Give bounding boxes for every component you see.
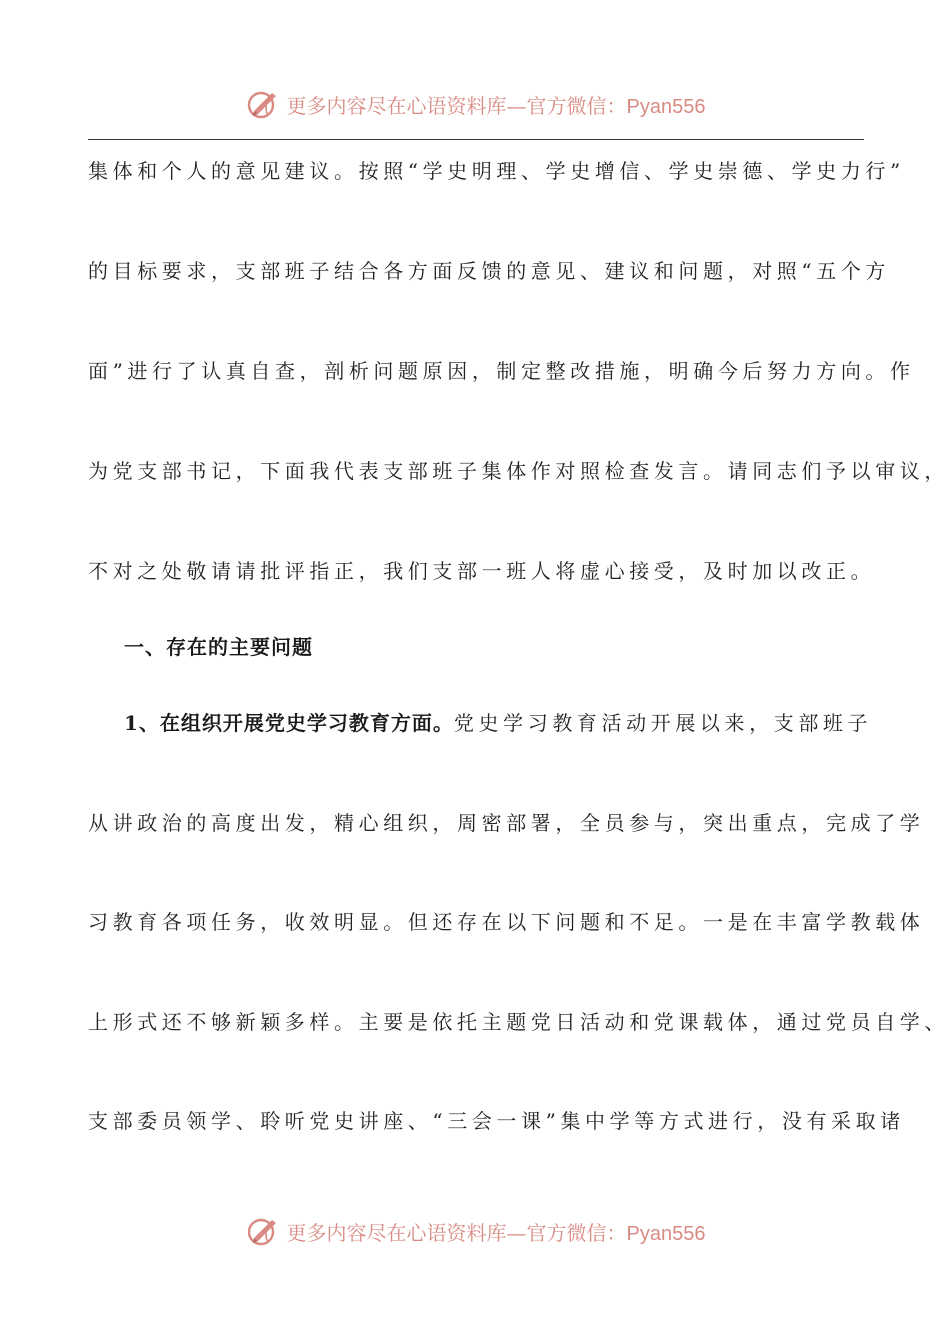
body-line-3: 面”进行了认真自查，剖析问题原因，制定整改措施，明确今后努力方向。作 <box>88 359 915 383</box>
header-divider <box>88 139 864 140</box>
body-line-2: 的目标要求，支部班子结合各方面反馈的意见、建议和问题，对照“五个方 <box>88 259 891 283</box>
item1-lead-text: 党史学习教育活动开展以来，支部班子 <box>453 711 873 735</box>
banner-text <box>287 90 706 119</box>
item1-line-3: 习教育各项任务，收效明显。但还存在以下问题和不足。一是在丰富学教载体 <box>88 910 925 934</box>
banner-text-id: Pyan556 <box>626 95 706 118</box>
footer-banner <box>0 1211 950 1251</box>
header-banner <box>0 84 950 124</box>
body-line-5: 不对之处敬请请批评指正，我们支部一班人将虚心接受，及时加以改正。 <box>88 559 876 583</box>
footer-banner-text-cn: 更多内容尽在心语资料库—官方微信： <box>286 1220 627 1245</box>
item1-line-2: 从讲政治的高度出发，精心组织，周密部署，全员参与，突出重点，完成了学 <box>88 811 925 835</box>
body-line-4: 为党支部书记，下面我代表支部班子集体作对照检查发言。请同志们予以审议， <box>88 459 949 483</box>
footer-banner-text-id: Pyan556 <box>626 1222 706 1245</box>
banner-text-cn: 更多内容尽在心语资料库—官方微信： <box>286 93 627 118</box>
item1-heading: 1、在组织开展党史学习教育方面。 <box>124 711 454 735</box>
pen-logo-icon <box>245 1213 281 1249</box>
footer-banner-text <box>287 1217 706 1246</box>
pen-logo-icon <box>245 86 281 122</box>
item1-first-line <box>124 711 872 735</box>
section-heading: 一、存在的主要问题 <box>124 635 313 659</box>
body-line-1: 集体和个人的意见建议。按照“学史明理、学史增信、学史崇德、学史力行” <box>88 159 905 183</box>
item1-line-5: 支部委员领学、聆听党史讲座、“三会一课”集中学等方式进行，没有采取诸 <box>88 1109 905 1133</box>
item1-line-4: 上形式还不够新颖多样。主要是依托主题党日活动和党课载体，通过党员自学、 <box>88 1010 949 1034</box>
